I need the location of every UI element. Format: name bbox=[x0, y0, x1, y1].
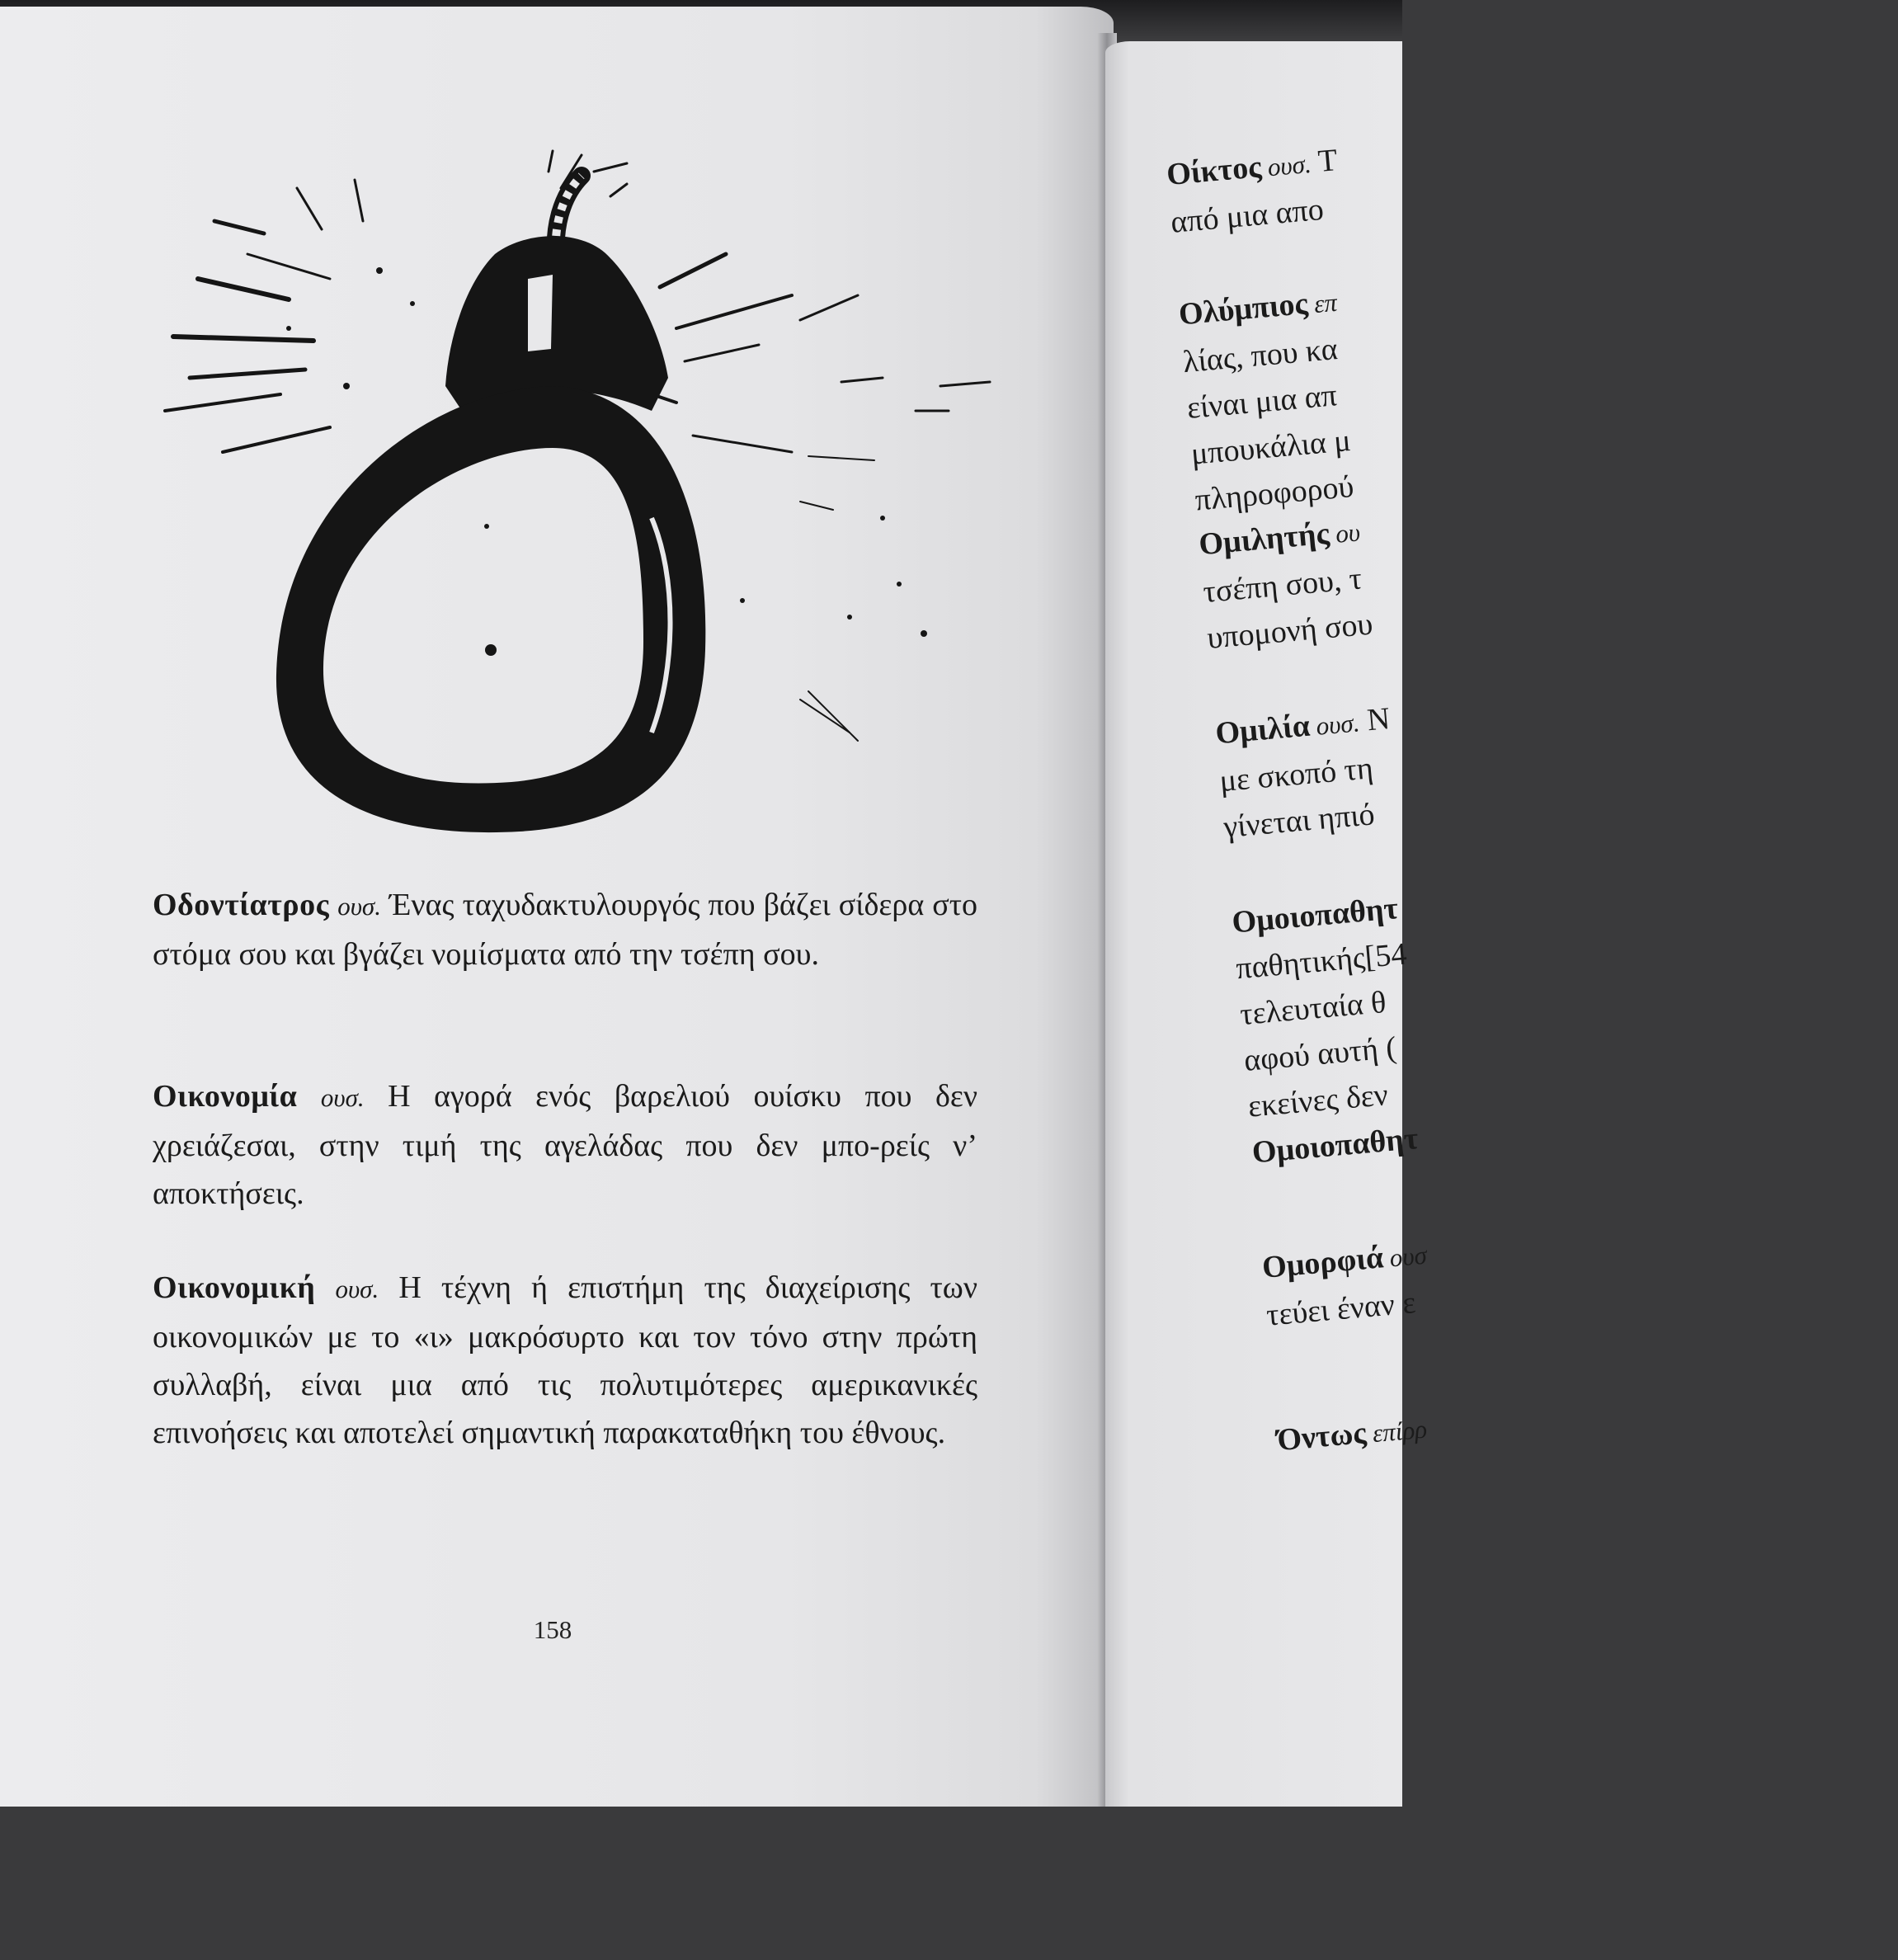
entry-part-of-speech: ουσ. bbox=[1260, 148, 1312, 183]
dictionary-entry bbox=[1213, 661, 1801, 850]
entry-definition-line: αφού αυτή ( bbox=[1242, 1029, 1398, 1078]
entry-term: Ομιλητής bbox=[1197, 516, 1331, 563]
entry-term: Οίκτος bbox=[1165, 149, 1263, 193]
entry-definition-line: γίνεται ηπιό bbox=[1222, 797, 1377, 846]
entry-part-of-speech: επ bbox=[1306, 287, 1339, 319]
dictionary-entry bbox=[153, 881, 977, 978]
entry-part-of-speech: ουσ. bbox=[335, 1274, 379, 1303]
entry-part-of-speech: ουσ. bbox=[1308, 708, 1361, 742]
entry-definition-line: με σκοπό τη bbox=[1217, 751, 1375, 799]
entry-definition: Η τέχνη ή επιστήμη της διαχείρισης των οικονομικών με το «ι» μακρόσυρτο και τον τόνο στην πρώτη συλλαβή, είναι μια από τις πολυτιμότερες αμερικανικές επινοήσεις και αποτελεί σημαντική παρακαταθήκη του έθνους. bbox=[153, 1270, 978, 1450]
entry-definition-line: υπομονή σου bbox=[1205, 606, 1374, 656]
entry-term: Οικονομία bbox=[153, 1079, 298, 1114]
entry-term: Ομιλία bbox=[1213, 708, 1312, 751]
bomb-illustration bbox=[165, 139, 1039, 865]
entry-definition-line: πληροφορού bbox=[1194, 469, 1355, 518]
entry-definition: Τ bbox=[1309, 143, 1340, 180]
left-page bbox=[0, 7, 1114, 1807]
entry-definition-line: παθητικής[54 bbox=[1234, 936, 1409, 987]
page-number: 158 bbox=[533, 1615, 572, 1644]
right-page-entries bbox=[1165, 101, 1898, 1960]
entry-term: Ομοιοπαθητ bbox=[1250, 1121, 1420, 1171]
entry-definition-line: από μια απο bbox=[1169, 191, 1326, 240]
entry-term: Οδοντίατρος bbox=[153, 888, 330, 922]
entry-definition: Ν bbox=[1358, 701, 1392, 739]
entry-definition-line: μπουκάλια μ bbox=[1189, 423, 1353, 472]
entry-definition-line: τελευταία θ bbox=[1238, 984, 1388, 1033]
dictionary-entry bbox=[1275, 1367, 1854, 1465]
entry-part-of-speech: ουσ. bbox=[337, 892, 381, 921]
entry-part-of-speech: ουσ. bbox=[320, 1083, 365, 1112]
entry-definition: Η αγορά ενός βαρελιού ουίσκυ που δεν χρειάζεσαι, στην τιμή της αγελάδας που δεν μπο-ρείς ν’ αποκτήσεις. bbox=[153, 1079, 977, 1211]
entry-term: Ομοιοπαθητ bbox=[1230, 891, 1400, 940]
dictionary-entry bbox=[153, 1264, 977, 1457]
entry-part-of-speech: ουσ bbox=[1382, 1240, 1429, 1274]
entry-term: Οικονομική bbox=[153, 1270, 316, 1305]
entry-part-of-speech: επίρρ bbox=[1364, 1414, 1429, 1449]
entry-definition-line: τεύει έναν ε bbox=[1265, 1285, 1417, 1333]
entry-definition-line: εκείνες δεν bbox=[1246, 1077, 1390, 1124]
entry-definition-line: είναι μια απ bbox=[1185, 378, 1339, 426]
entry-definition: Ένας ταχυδακτυλουργός που βάζει σίδερα στο στόμα σου και βγάζει νομίσματα από την τσέπη σου. bbox=[153, 888, 978, 972]
entry-term: Ολύμπιος bbox=[1177, 285, 1310, 332]
dictionary-entry bbox=[1165, 101, 1748, 246]
entry-definition-line: λίας, που κα bbox=[1181, 331, 1340, 380]
entry-term: Όντως bbox=[1275, 1415, 1368, 1458]
entry-term: Ομορφιά bbox=[1260, 1240, 1385, 1285]
right-page bbox=[1105, 41, 1429, 1807]
entry-part-of-speech: ου bbox=[1327, 517, 1362, 549]
dictionary-entry bbox=[153, 1072, 977, 1218]
entry-headline bbox=[1275, 1367, 1854, 1465]
dictionary-entry bbox=[1260, 1194, 1844, 1339]
entry-definition-line: τσέπη σου, τ bbox=[1201, 561, 1363, 610]
